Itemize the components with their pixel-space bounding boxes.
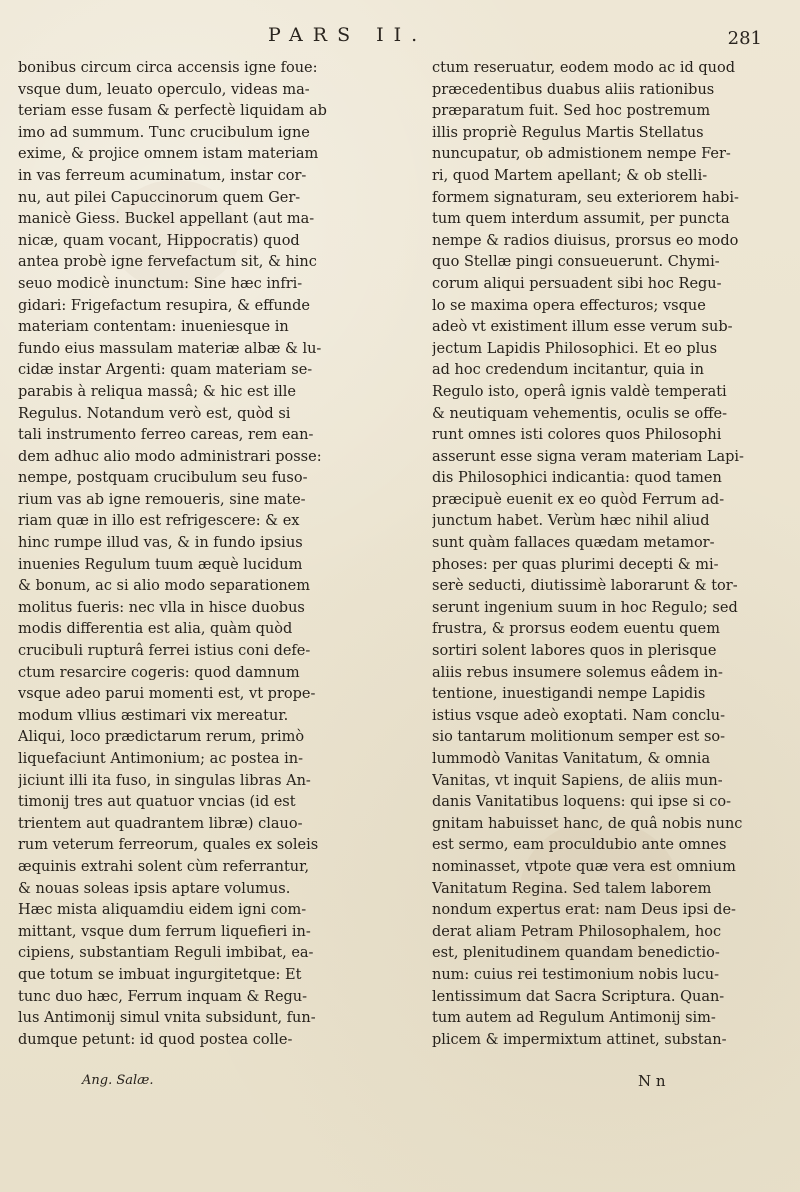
text-line: præcipuè euenit ex eo quòd Ferrum ad- [432, 491, 725, 508]
text-line: lo se maxima opera effecturos; vsque [432, 297, 706, 314]
text-line: num: cuius rei testimonium nobis lucu- [432, 966, 720, 983]
text-line: lentissimum dat Sacra Scriptura. Quan- [432, 988, 725, 1005]
text-line: dem adhuc alio modo administrari posse: [18, 448, 322, 465]
text-line: tum autem ad Regulum Antimonij sim- [432, 1010, 716, 1027]
text-line: nominasset, vtpote quæ vera est omnium [432, 858, 736, 875]
text-line: molitus fueris: nec vlla in hisce duobus [18, 599, 305, 616]
text-line: æquinis extrahi solent cùm referrantur, [18, 858, 310, 875]
left-column [18, 58, 374, 1051]
text-line: inuenies Regulum tuum æquè lucidum [18, 556, 303, 573]
text-line: & nouas soleas ipsis aptare volumus. [18, 880, 291, 897]
text-line: riam quæ in illo est refrigescere: & ex [18, 513, 300, 530]
catchword: Ang. Salæ. [82, 1073, 154, 1088]
text-line: vsque dum, leuato operculo, videas ma- [18, 81, 310, 98]
text-line: Regulus. Notandum verò est, quòd si [18, 405, 291, 422]
text-line: liquefaciunt Antimonium; ac postea in- [18, 751, 304, 767]
text-line: Hæc mista aliquamdiu eidem igni com- [18, 902, 307, 919]
text-line: rum veterum ferreorum, quales ex soleis [18, 837, 319, 854]
text-line: nu, aut pilei Capuccinorum quem Ger- [18, 189, 301, 206]
page-number: 281 [727, 28, 762, 49]
text-line: ri, quod Martem apellant; & ob stelli- [432, 167, 708, 184]
text-line: parabis à reliqua massâ; & hic est ille [18, 383, 296, 400]
text-line: mittant, vsque dum ferrum liquefieri in- [18, 923, 311, 940]
text-line: sortiri solent labores quos in plerisque [432, 643, 717, 660]
text-line: runt omnes isti colores quos Philosophi [432, 427, 722, 444]
text-line: tum quem interdum assumit, per puncta [432, 211, 730, 228]
text-line: lummodò Vanitas Vanitatum, & omnia [432, 751, 711, 767]
text-line: antea probè igne fervefactum sit, & hinc [18, 254, 317, 271]
text-line: phoses: per quas plurimi decepti & mi- [432, 556, 719, 573]
text-line: tali instrumento ferreo careas, rem ean- [18, 427, 314, 444]
text-line: sio tantarum molitionum semper est so- [432, 729, 726, 746]
text-line: modis differentia est alia, quàm quòd [18, 621, 293, 638]
text-line: & neutiquam vehementis, oculis se offe- [432, 405, 728, 422]
running-head: PARS II. [268, 24, 428, 46]
text-line: fundo eius massulam materiæ albæ & lu- [18, 340, 322, 357]
text-line: quo Stellæ pingi consueuerunt. Chymi- [432, 254, 720, 271]
page-header [0, 18, 800, 58]
text-line: modum vllius æstimari vix mereatur. [18, 707, 289, 724]
text-line: nicæ, quam vocant, Hippocratis) quod [18, 232, 300, 249]
text-line: materiam contentam: inueniesque in [18, 319, 289, 336]
text-line: tunc duo hæc, Ferrum inquam & Regu- [18, 988, 308, 1005]
text-line: lus Antimonij simul vnita subsidunt, fun- [18, 1010, 316, 1027]
text-line: nempe & radios diuisus, prorsus eo modo [432, 232, 739, 249]
text-line: plicem & impermixtum attinet, substan- [432, 1031, 727, 1048]
text-line: exime, & projice omnem istam materiam [18, 146, 319, 163]
text-line: ctum resarcire cogeris: quod damnum [18, 664, 300, 681]
text-line: vsque adeo parui momenti est, vt prope- [18, 686, 316, 703]
text-line: danis Vanitatibus loquens: qui ipse si co- [432, 794, 732, 811]
text-line: adeò vt existiment illum esse verum sub- [432, 319, 733, 336]
text-line: seuo modicè inunctum: Sine hæc infri- [18, 275, 303, 292]
right-column [432, 58, 788, 1051]
text-line: ctum reseruatur, eodem modo ac id quod [432, 60, 735, 76]
text-line: præparatum fuit. Sed hoc postremum [432, 103, 711, 120]
text-line: bonibus circum circa accensis igne foue: [18, 60, 318, 76]
text-line: trientem aut quadrantem libræ) clauo- [18, 815, 303, 832]
text-line: & bonum, ac si alio modo separationem [18, 578, 310, 595]
text-line: illis propriè Regulus Martis Stellatus [432, 124, 704, 141]
text-line: est sermo, eam proculdubio ante omnes [432, 837, 727, 854]
text-line: nondum expertus erat: nam Deus ipsi de- [432, 902, 736, 919]
text-line: istius vsque adeò exoptati. Nam conclu- [432, 707, 726, 724]
text-line: que totum se imbuat ingurgitetque: Et [18, 966, 302, 983]
text-line: in vas ferreum acuminatum, instar cor- [18, 167, 307, 184]
text-line: est, plenitudinem quandam benedictio- [432, 945, 720, 962]
text-line: derat aliam Petram Philosophalem, hoc [432, 923, 722, 940]
text-line: nempe, postquam crucibulum seu fuso- [18, 470, 308, 487]
text-line: dis Philosophici indicantia: quod tamen [432, 470, 722, 487]
text-line: nuncupatur, ob admistionem nempe Fer- [432, 146, 731, 163]
text-line: cidæ instar Argenti: quam materiam se- [18, 362, 313, 379]
text-line: serunt ingenium suum in hoc Regulo; sed [432, 599, 738, 616]
text-line: teriam esse fusam & perfectè liquidam ab [18, 103, 327, 120]
text-line: junctum habet. Verùm hæc nihil aliud [432, 513, 710, 530]
text-line: Regulo isto, operâ ignis valdè temperati [432, 383, 727, 400]
text-line: frustra, & prorsus eodem euentu quem [432, 621, 721, 638]
text-line: corum aliqui persuadent sibi hoc Regu- [432, 275, 722, 292]
text-line: cipiens, substantiam Reguli imbibat, ea- [18, 945, 314, 962]
text-line: serè seducti, diutissimè laborarunt & tor- [432, 578, 738, 595]
text-line: formem signaturam, seu exteriorem habi- [432, 189, 739, 206]
text-line: asserunt esse signa veram materiam Lapi- [432, 448, 744, 465]
text-line: jectum Lapidis Philosophici. Et eo plus [432, 340, 718, 357]
text-line: tentione, inuestigandi nempe Lapidis [432, 686, 706, 703]
text-line: timonij tres aut quatuor vncias (id est [18, 794, 296, 811]
text-line: gnitam habuisset hanc, de quâ nobis nunc [432, 815, 743, 832]
text-line: aliis rebus insumere solemus eâdem in- [432, 664, 723, 681]
text-line: hinc rumpe illud vas, & in fundo ipsius [18, 535, 303, 552]
text-line: sunt quàm fallaces quædam metamor- [432, 535, 715, 552]
text-line: præcedentibus duabus aliis rationibus [432, 81, 715, 98]
text-line: ad hoc credendum incitantur, quia in [432, 362, 704, 379]
text-line: dumque petunt: id quod postea colle- [18, 1031, 293, 1048]
text-line: Vanitatum Regina. Sed talem laborem [432, 880, 712, 897]
signature-mark: N n [638, 1072, 666, 1090]
text-line: manicè Giess. Buckel appellant (aut ma- [18, 211, 315, 228]
text-line: Aliqui, loco prædictarum rerum, primò [18, 729, 305, 746]
text-line: gidari: Frigefactum resupira, & effunde [18, 297, 311, 314]
text-line: imo ad summum. Tunc crucibulum igne [18, 124, 310, 141]
text-line: jiciunt illi ita fuso, in singulas libras An- [18, 772, 311, 789]
text-line: rium vas ab igne remoueris, sine mate- [18, 491, 306, 508]
text-line: crucibuli rupturâ ferrei istius coni defe- [18, 643, 311, 660]
text-line: Vanitas, vt inquit Sapiens, de aliis mun- [432, 772, 723, 789]
